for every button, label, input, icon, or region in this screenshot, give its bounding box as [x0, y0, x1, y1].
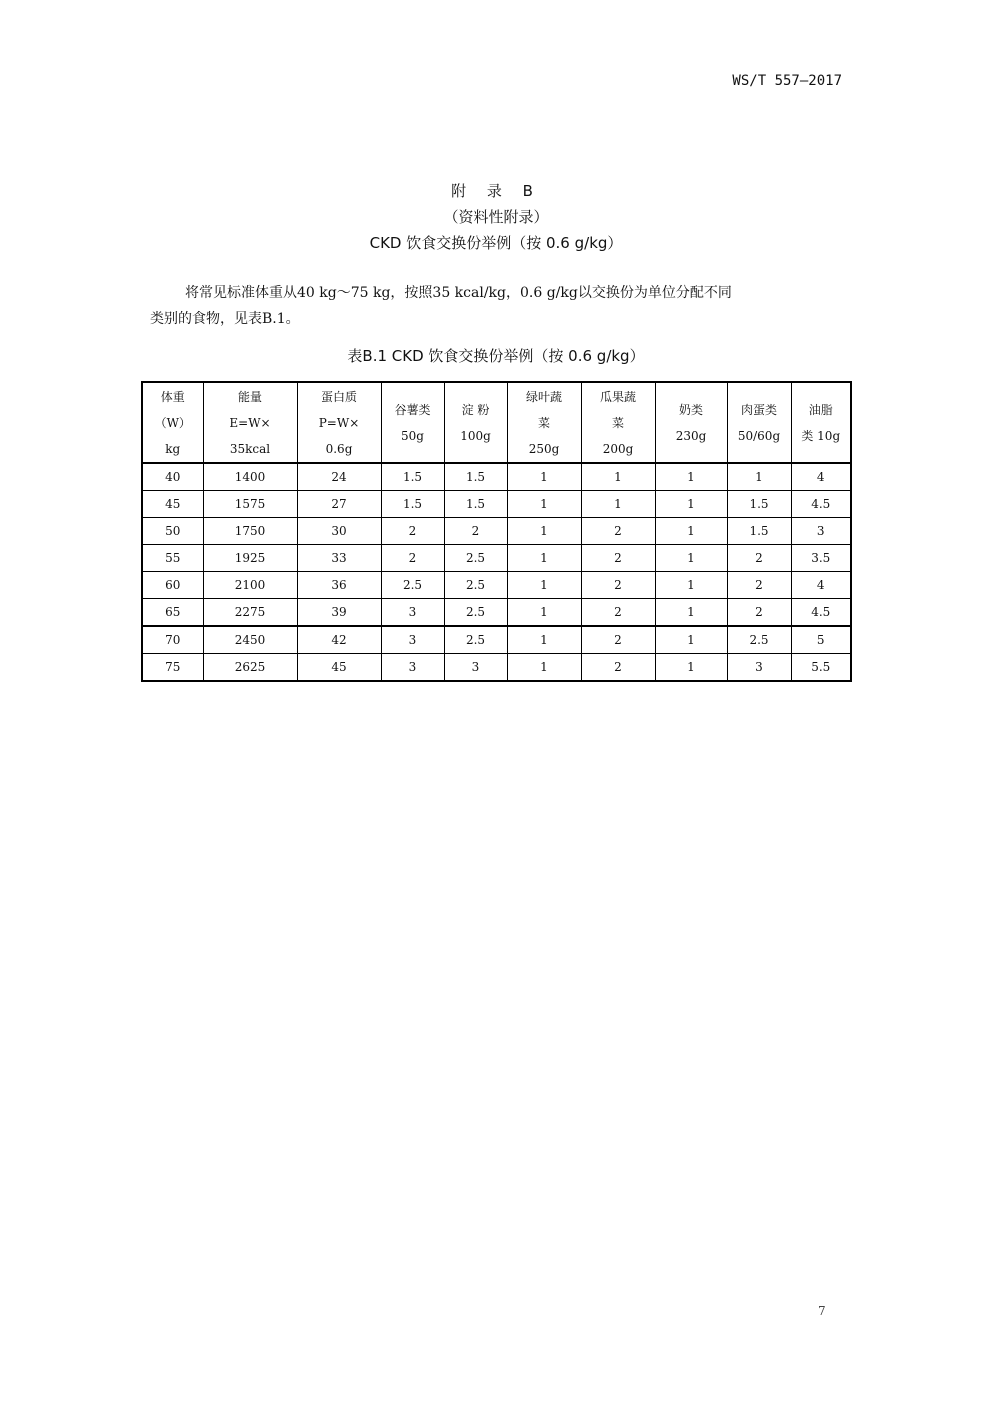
column-header-line: 能量: [237, 389, 262, 404]
table-cell: 50: [142, 518, 203, 545]
table-cell: 2.5: [381, 572, 444, 599]
column-header: [381, 382, 444, 463]
column-header-line: 绿叶蔬: [525, 389, 562, 404]
column-header: [507, 382, 581, 463]
table-cell: 1750: [203, 518, 297, 545]
table-cell: 2.5: [444, 626, 507, 654]
table-cell: 45: [297, 654, 381, 682]
table-cell: 65: [142, 599, 203, 627]
column-header-line: （W）: [154, 415, 191, 430]
table-cell: 3: [791, 518, 851, 545]
table-cell: 1: [581, 463, 655, 491]
table-cell: 1: [507, 545, 581, 572]
column-header: [142, 382, 203, 463]
table-cell: 1: [655, 626, 727, 654]
table-cell: 1: [507, 572, 581, 599]
table-cell: 1: [655, 654, 727, 682]
table-cell: 70: [142, 626, 203, 654]
table-cell: 1575: [203, 491, 297, 518]
column-header-line: E=W×: [229, 415, 271, 430]
table-cell: 3: [381, 626, 444, 654]
table-cell: 30: [297, 518, 381, 545]
table-cell: 2: [581, 545, 655, 572]
table-cell: 2100: [203, 572, 297, 599]
table-cell: 1: [507, 463, 581, 491]
table-cell: 1.5: [381, 463, 444, 491]
table-cell: 1: [581, 491, 655, 518]
table-cell: 1: [507, 654, 581, 682]
table-cell: 1: [655, 491, 727, 518]
table-cell: 42: [297, 626, 381, 654]
column-header-line: 蛋白质: [320, 389, 357, 404]
column-header-line: 菜: [537, 415, 550, 430]
column-header-line: 淀 粉: [461, 402, 490, 417]
table-row: [142, 463, 851, 491]
table-cell: 1: [507, 626, 581, 654]
table-cell: 3: [381, 654, 444, 682]
table-cell: 3: [444, 654, 507, 682]
page-number: 7: [818, 1304, 826, 1318]
table-cell: 2: [581, 518, 655, 545]
table-row: [142, 491, 851, 518]
table-cell: 1: [507, 518, 581, 545]
table-cell: 40: [142, 463, 203, 491]
intro-paragraph-line-2: 类别的食物，见表B.1。: [150, 311, 300, 327]
table-cell: 1.5: [727, 518, 791, 545]
table-cell: 4: [791, 572, 851, 599]
annex-title: 附 录 B: [451, 182, 541, 200]
column-header: [297, 382, 381, 463]
column-header-line: 100g: [460, 428, 491, 443]
table-cell: 2275: [203, 599, 297, 627]
table-cell: 24: [297, 463, 381, 491]
table-caption: 表B.1 CKD 饮食交换份举例（按 0.6 g/kg）: [347, 347, 645, 365]
annex-subject: CKD 饮食交换份举例（按 0.6 g/kg）: [369, 234, 623, 252]
table-cell: 1: [655, 572, 727, 599]
column-header-line: 类 10g: [801, 428, 841, 443]
table-cell: 33: [297, 545, 381, 572]
annex-type: （资料性附录）: [443, 208, 549, 226]
table-row: [142, 545, 851, 572]
table-cell: 75: [142, 654, 203, 682]
table-cell: 2450: [203, 626, 297, 654]
table-cell: 2: [581, 599, 655, 627]
table-cell: 36: [297, 572, 381, 599]
table-cell: 2: [581, 572, 655, 599]
table-cell: 3.5: [791, 545, 851, 572]
table-cell: 27: [297, 491, 381, 518]
column-header: [444, 382, 507, 463]
column-header: [203, 382, 297, 463]
table-cell: 2.5: [727, 626, 791, 654]
table-cell: 60: [142, 572, 203, 599]
table-cell: 1.5: [444, 463, 507, 491]
column-header-line: 油脂: [808, 402, 833, 417]
table-cell: 2: [727, 545, 791, 572]
table-row: [142, 654, 851, 682]
table-row: [142, 626, 851, 654]
table-cell: 5.5: [791, 654, 851, 682]
column-header-line: 230g: [675, 428, 707, 443]
column-header-line: 35kcal: [229, 441, 271, 456]
table-cell: 4.5: [791, 491, 851, 518]
table-cell: 1400: [203, 463, 297, 491]
column-header-line: 50/60g: [737, 428, 781, 443]
table-body: [142, 463, 851, 681]
table-cell: 1.5: [381, 491, 444, 518]
table-cell: 3: [381, 599, 444, 627]
table-cell: 2: [381, 518, 444, 545]
table-cell: 1: [507, 599, 581, 627]
table-cell: 55: [142, 545, 203, 572]
column-header-line: kg: [165, 441, 181, 456]
column-header-line: 瓜果蔬: [599, 389, 636, 404]
table-header-row: [142, 382, 851, 463]
table-cell: 45: [142, 491, 203, 518]
table-cell: 1.5: [444, 491, 507, 518]
table-cell: 1: [655, 599, 727, 627]
standard-code: WS/T 557—2017: [732, 73, 842, 89]
column-header-line: 谷薯类: [394, 402, 431, 417]
table-cell: 1: [655, 463, 727, 491]
column-header: [655, 382, 727, 463]
table-cell: 1: [655, 545, 727, 572]
table-cell: 5: [791, 626, 851, 654]
table-cell: 2: [581, 626, 655, 654]
column-header-line: 肉蛋类: [740, 402, 777, 417]
column-header-line: 菜: [611, 415, 624, 430]
column-header-line: 体重: [160, 389, 185, 404]
table-row: [142, 518, 851, 545]
table-cell: 2: [581, 654, 655, 682]
table-cell: 2.5: [444, 545, 507, 572]
table-cell: 1: [727, 463, 791, 491]
table-row: [142, 572, 851, 599]
food-exchange-table: [141, 381, 852, 682]
column-header-line: 250g: [528, 441, 560, 456]
column-header: [727, 382, 791, 463]
table-cell: 4.5: [791, 599, 851, 627]
column-header: [791, 382, 851, 463]
intro-paragraph-line-1: 将常见标准体重从40 kg～75 kg，按照35 kcal/kg，0.6 g/kg以交换份为单位分配不同: [185, 285, 732, 301]
column-header-line: 200g: [602, 441, 634, 456]
table-cell: 1925: [203, 545, 297, 572]
column-header-line: 0.6g: [325, 441, 353, 456]
table-cell: 2: [381, 545, 444, 572]
table-cell: 2.5: [444, 572, 507, 599]
table-cell: 4: [791, 463, 851, 491]
table-cell: 2.5: [444, 599, 507, 627]
column-header-line: P=W×: [318, 415, 360, 430]
column-header: [581, 382, 655, 463]
table-row: [142, 599, 851, 627]
table-cell: 1: [507, 491, 581, 518]
table-cell: 3: [727, 654, 791, 682]
table-cell: 1.5: [727, 491, 791, 518]
table-cell: 1: [655, 518, 727, 545]
column-header-line: 50g: [401, 428, 424, 443]
table-cell: 2: [727, 599, 791, 627]
table-cell: 39: [297, 599, 381, 627]
table-cell: 2625: [203, 654, 297, 682]
table-cell: 2: [444, 518, 507, 545]
table-cell: 2: [727, 572, 791, 599]
column-header-line: 奶类: [678, 402, 703, 417]
